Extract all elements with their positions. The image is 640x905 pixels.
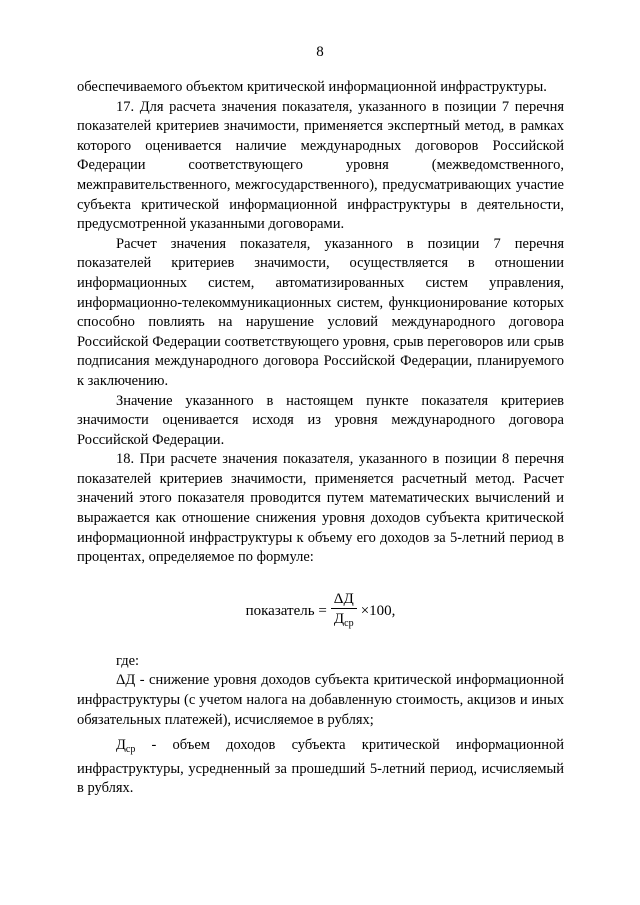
definition-symbol: ΔД [116,672,136,689]
definition-average-income [77,736,564,799]
symbol-base: Д [116,737,126,754]
definition-symbol [116,737,136,756]
formula-lhs: показатель = [245,603,327,620]
paragraph: обеспечиваемого объектом критической информационной инфраструктуры. [77,79,547,95]
where-label: где: [116,652,140,669]
definition-text: - объем доходов субъекта критической информационной инфраструктуры, усредненный за прошедший 5-летний период, исчисляемый в рублях. [77,737,564,797]
symbol-subscript: ср [125,744,136,756]
formula-fraction [331,590,357,634]
paragraph: 18. При расчете значения показателя, указанного в позиции 8 перечня показателей критериев значимости, применяется расчетный метод. Расчет значений этого показателя проводится путем математических вычислений и выражается как отношение снижения уровня доходов субъекта критической информационной инфраструктуры к объему его доходов за 5-летний период в процентах, определяемое по формуле: [77,451,564,566]
paragraph: 17. Для расчета значения показателя, указанного в позиции 7 перечня показателей критериев значимости, применяется экспертный метод, в рамках которого оценивается наличие международных договоров Российской Федерации соответствующего уровня (межведомственного, межправительственного, межгосударственного), предусматривающих участие субъекта критической информационной инфраструктуры в деятельности, предусмотренной указанными договорами. [77,98,564,233]
formula [77,590,564,634]
formula-rhs: ×100, [360,603,396,620]
document-body [77,78,564,799]
definition-delta-income [77,671,564,730]
denominator-base: Д [333,610,345,627]
formula-denominator [331,609,357,634]
paragraph: Значение указанного в настоящем пункте показателя критериев значимости оценивается исходя из уровня международного договора Российской Федерации. [77,392,564,448]
page-number: 8 [316,44,324,60]
formula-numerator: ΔД [331,590,357,609]
denominator-subscript: ср [344,617,354,629]
definition-text: - снижение уровня доходов субъекта критической информационной инфраструктуры (с учетом налога на добавленную стоимость, акцизов и иных обязательных платежей), исчисляемое в рублях; [77,672,564,728]
paragraph: Расчет значения показателя, указанного в позиции 7 перечня показателей критериев значимости, осуществляется в отношении информационных систем, автоматизированных систем управления, информационно-телекоммуникационных систем, функционирование которых способно повлиять на нарушение условий международного договора Российской Федерации соответствующего уровня, срыв переговоров или срыв подписания международного договора Российской Федерации, планируемого к заключению. [77,235,564,389]
